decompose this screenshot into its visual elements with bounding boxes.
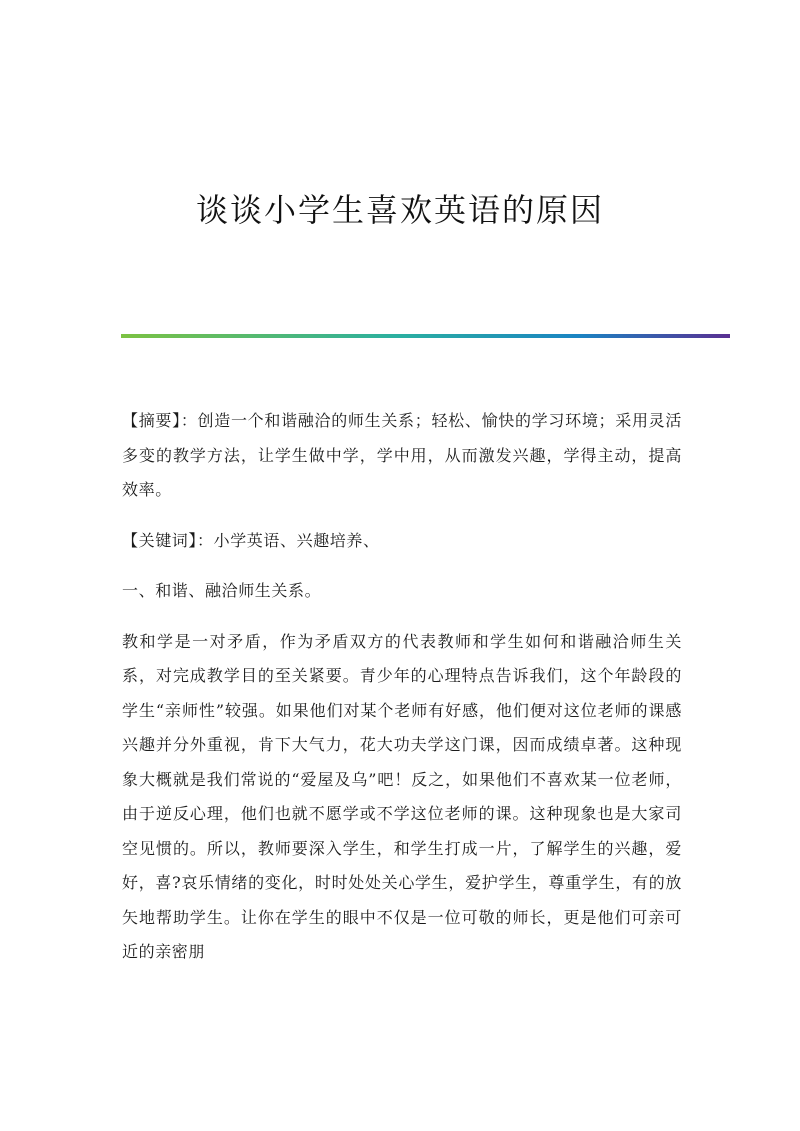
keywords-paragraph: 【关键词】：小学英语、兴趣培养、	[122, 530, 380, 550]
document-body	[122, 404, 682, 986]
document-title: 谈谈小学生喜欢英语的原因	[195, 191, 604, 229]
section-heading: 一、和谐、融洽师生关系。	[122, 581, 322, 600]
title-divider	[121, 334, 730, 338]
body-paragraph: 教和学是一对矛盾，作为矛盾双方的代表教师和学生如何和谐融洽师生关系，对完成教学目的至关紧要。青少年的心理特点告诉我们，这个年龄段的学生“亲师性”较强。如果他们对某个老师有好感，他们便对这位老师的课感兴趣并分外重视，肯下大气力，花大功夫学这门课，因而成绩卓著。这种现象大概就是我们常说的“爱屋及乌”吧！反之，如果他们不喜欢某一位老师，由于逆反心理，他们也就不愿学或不学这位老师的课。这种现象也是大家司空见惯的。所以，教师要深入学生，和学生打成一片，了解学生的兴趣，爱好，喜?哀乐情绪的变化，时时处处关心学生，爱护学生，尊重学生，有的放矢地帮助学生。让你在学生的眼中不仅是一位可敬的师长，更是他们可亲可近的亲密朋	[122, 631, 682, 961]
abstract-paragraph: 【摘要】：创造一个和谐融洽的师生关系；轻松、愉快的学习环境；采用灵活多变的教学方法，让学生做中学，学中用，从而激发兴趣，学得主动，提高效率。	[122, 411, 682, 499]
